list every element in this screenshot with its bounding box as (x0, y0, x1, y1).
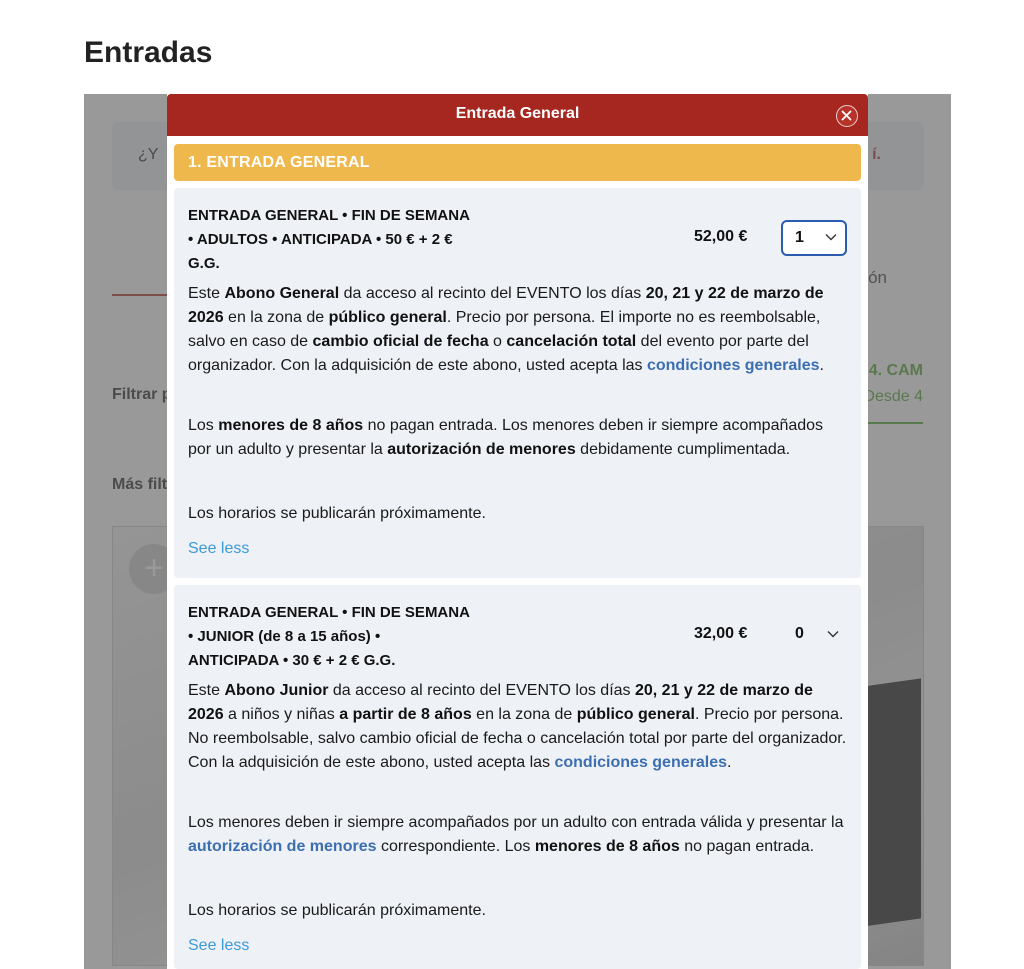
desc-bold: menores de 8 años (218, 417, 364, 434)
quantity-value: 0 (795, 625, 804, 642)
quantity-value: 1 (795, 229, 804, 246)
minors-authorization-link[interactable]: autorización de menores (188, 838, 377, 855)
ticket-name-line: ENTRADA GENERAL • FIN DE SEMANA (188, 207, 470, 224)
conditions-link[interactable]: condiciones generales (554, 754, 727, 771)
section-title: 1. ENTRADA GENERAL (188, 154, 370, 171)
chevron-down-icon (825, 233, 837, 241)
ticket-name (188, 601, 508, 673)
desc-bold: Abono General (224, 285, 340, 302)
desc-bold: 20, 21 y 22 de marzo de 2026 (188, 285, 824, 326)
ticket-schedule-info: Los horarios se publicarán próximamente. (188, 902, 486, 919)
page-title: Entradas (84, 36, 213, 69)
see-less-link[interactable]: See less (188, 540, 250, 557)
ticket-minors-info (188, 414, 848, 462)
ticket-name (188, 204, 508, 276)
ticket-name-line: ANTICIPADA • 30 € + 2 € G.G. (188, 652, 396, 669)
chevron-down-icon (827, 630, 839, 638)
ticket-name-line: ENTRADA GENERAL • FIN DE SEMANA (188, 604, 470, 621)
ticket-card-junior (174, 585, 861, 969)
desc-text: correspondiente. Los (376, 838, 535, 855)
desc-text: Este (188, 682, 225, 699)
desc-text: . (819, 357, 824, 374)
close-icon (841, 110, 852, 121)
ticket-minors-info (188, 811, 848, 859)
ticket-name-line: • JUNIOR (de 8 a 15 años) • (188, 628, 381, 645)
modal-title: Entrada General (455, 105, 580, 122)
desc-text: da acceso al recinto del EVENTO los días (339, 285, 646, 302)
desc-text: Los (188, 417, 219, 434)
desc-bold: cambio oficial de fecha (312, 333, 489, 350)
desc-text: en la zona de (471, 706, 577, 723)
desc-bold: menores de 8 años (534, 838, 680, 855)
see-less-link[interactable]: See less (188, 937, 250, 954)
ticket-description (188, 282, 848, 378)
ticket-name-line: • ADULTOS • ANTICIPADA • 50 € + 2 € (188, 231, 453, 248)
ticket-card-adult (174, 188, 861, 578)
ticket-price: 52,00 € (694, 228, 748, 245)
desc-text: . Precio por persona. El importe no es reembolsable, salvo en caso de (188, 309, 821, 350)
desc-text: o (488, 333, 507, 350)
desc-bold: cancelación total (506, 333, 637, 350)
desc-text: no pagan entrada. (679, 838, 815, 855)
desc-bold: público general (328, 309, 447, 326)
desc-bold: a partir de 8 años (339, 706, 472, 723)
modal-header (167, 94, 868, 136)
desc-text: debidamente cumplimentada. (575, 441, 791, 458)
conditions-link[interactable]: condiciones generales (646, 357, 820, 374)
ticket-schedule-info: Los horarios se publicarán próximamente. (188, 505, 486, 522)
desc-text: Los menores deben ir siempre acompañados por un adulto con entrada válida y presentar la (188, 814, 844, 831)
desc-text: a niños y niñas (223, 706, 340, 723)
desc-bold: 20, 21 y 22 de marzo de 2026 (188, 682, 813, 723)
quantity-select[interactable] (781, 617, 847, 653)
ticket-price: 32,00 € (694, 625, 748, 642)
quantity-select[interactable] (781, 220, 847, 256)
desc-text: en la zona de (223, 309, 329, 326)
desc-bold: autorización de menores (387, 441, 576, 458)
desc-text: . (727, 754, 732, 771)
desc-text: no pagan entrada. Los menores deben ir siempre acompañados por un adulto y presentar la (188, 417, 824, 458)
ticket-modal (167, 94, 868, 969)
ticket-name-line: G.G. (188, 255, 220, 272)
desc-text: da acceso al recinto del EVENTO los días (328, 682, 635, 699)
desc-text: del evento por parte del organizador. Con la adquisición de este abono, usted acepta las (188, 333, 809, 374)
ticket-description (188, 679, 848, 775)
section-header (174, 144, 861, 181)
close-button[interactable] (836, 105, 858, 127)
desc-text: Este (188, 285, 225, 302)
desc-bold: público general (576, 706, 695, 723)
desc-bold: Abono Junior (224, 682, 329, 699)
desc-text: . Precio por persona. No reembolsable, salvo cambio oficial de fecha o cancelación total por parte del organizador. Con la adquisición de este abono, usted acepta las (188, 706, 847, 771)
